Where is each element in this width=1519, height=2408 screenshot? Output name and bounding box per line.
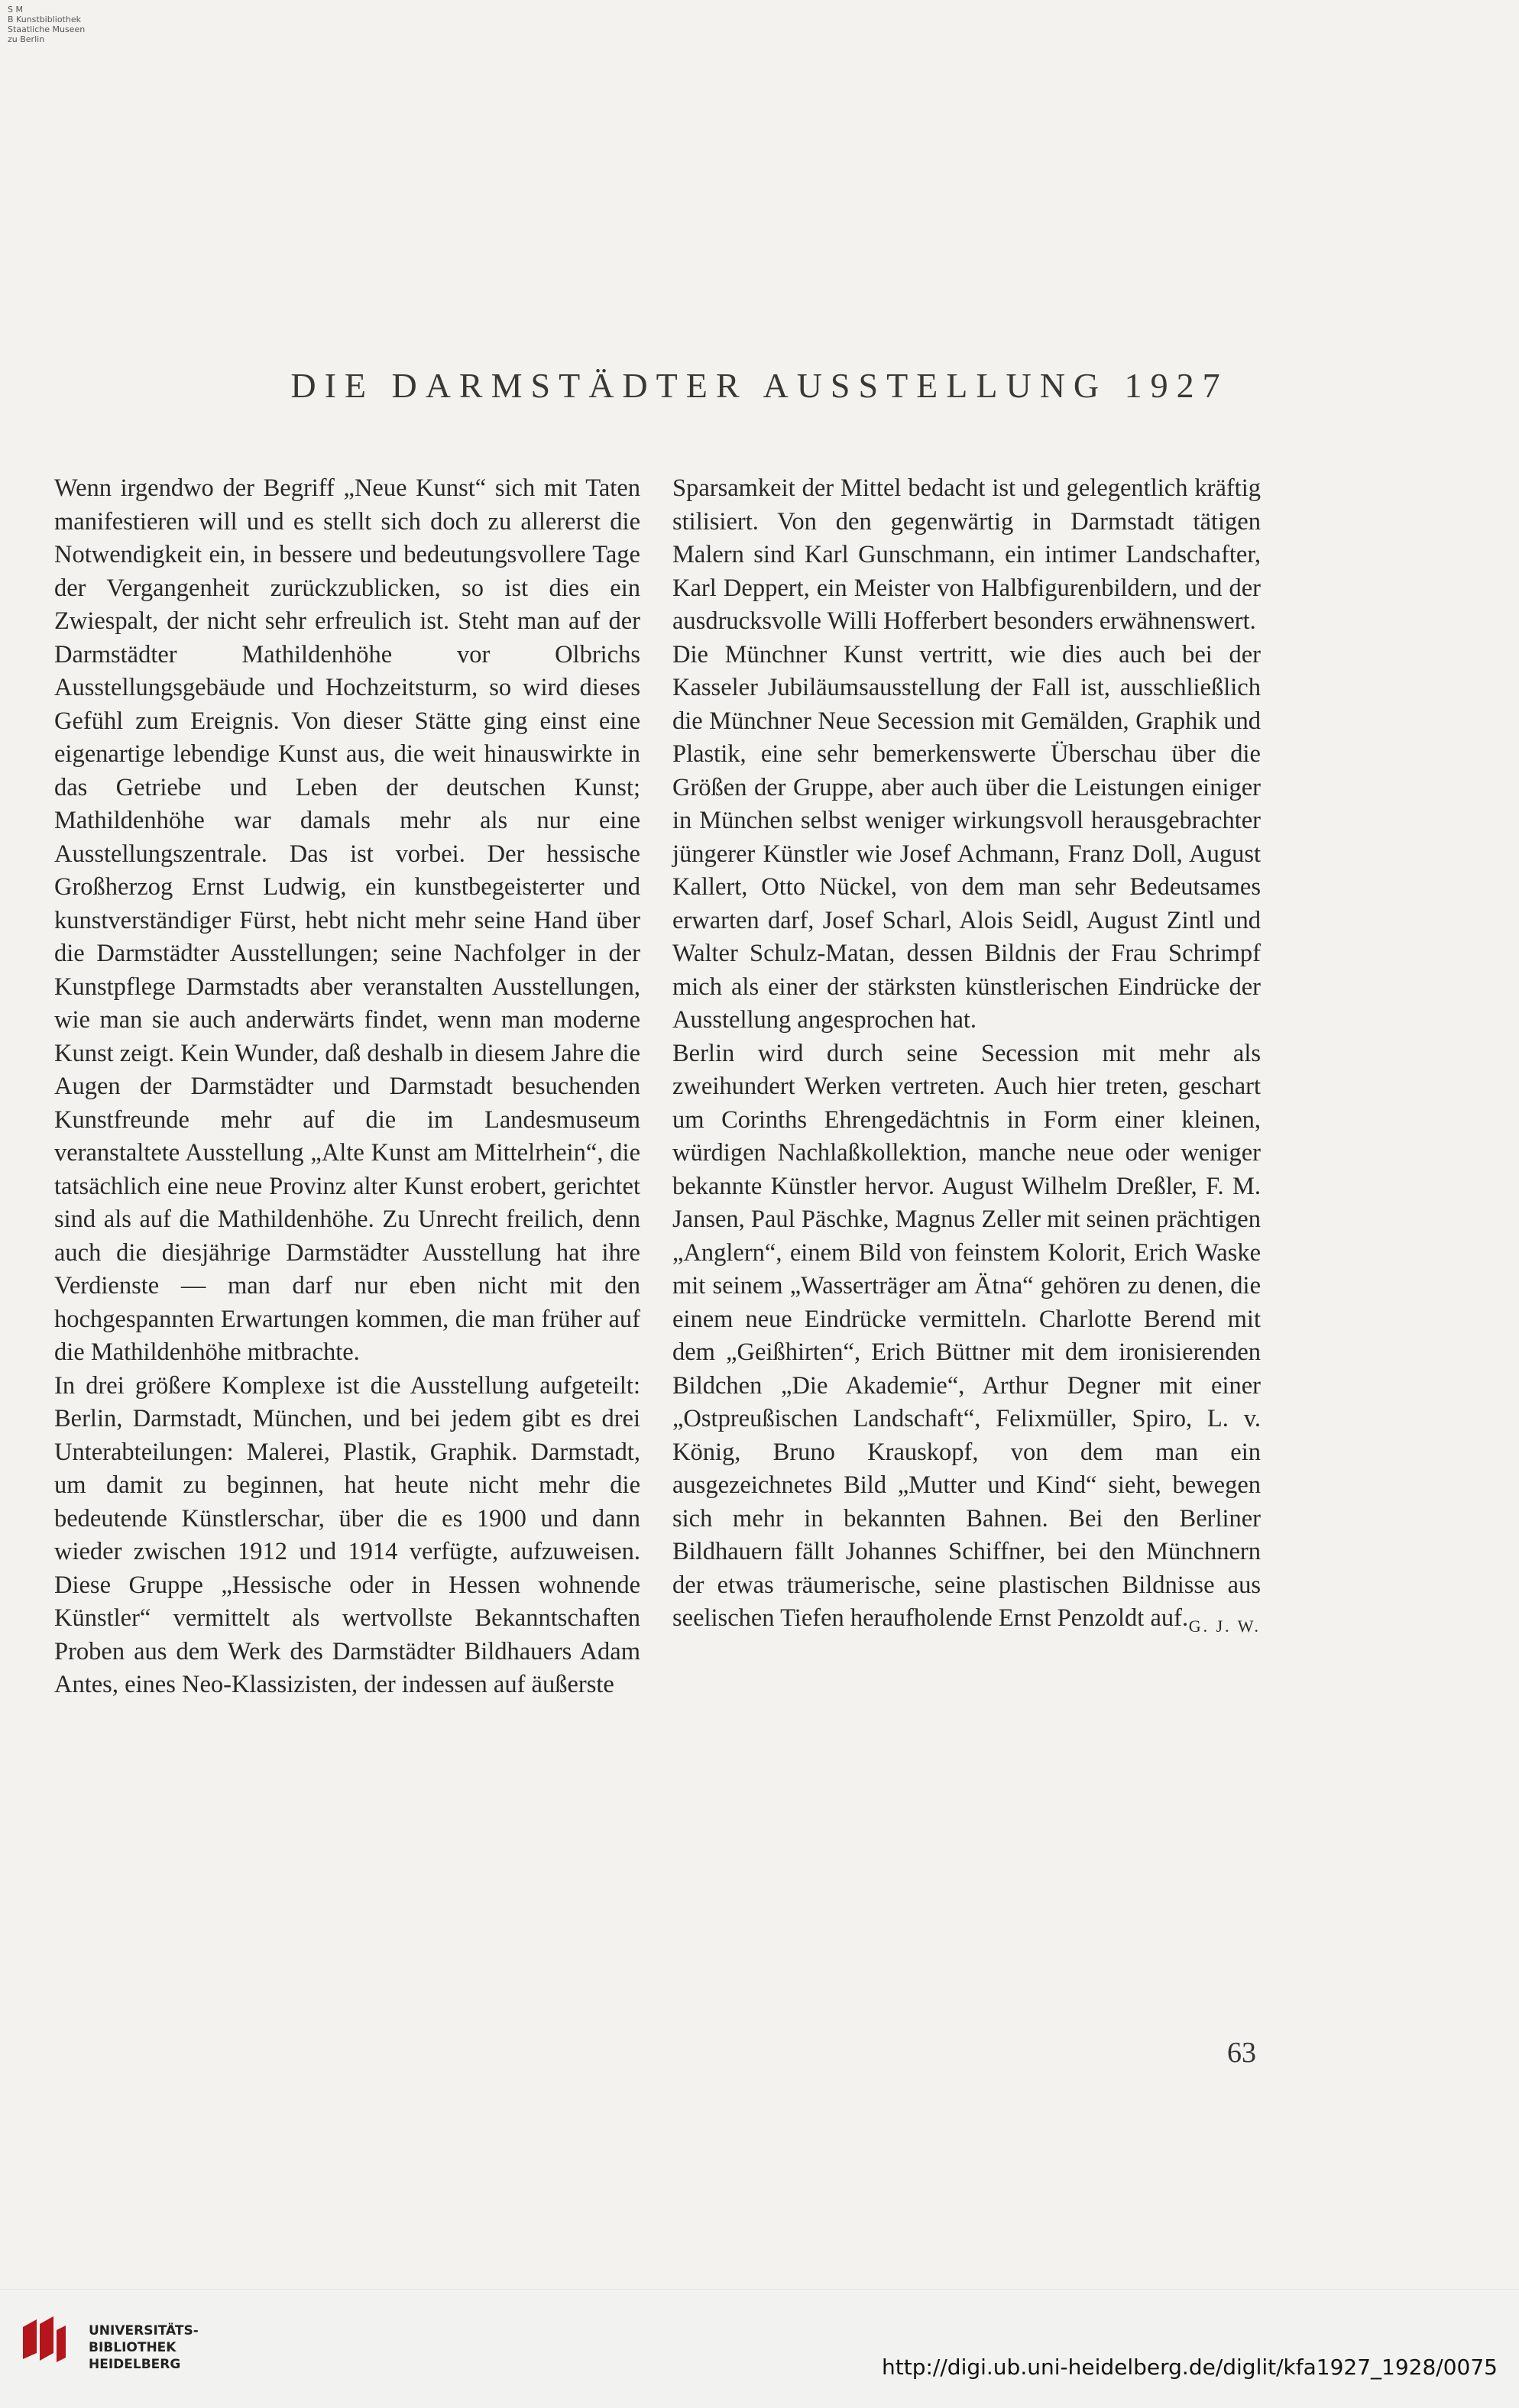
permalink-url[interactable]: http://digi.ub.uni-heidelberg.de/diglit/kfa1927_1928/0075: [882, 2355, 1498, 2380]
paragraph: Wenn irgendwo der Begriff „Neue Kunst“ sich mit Taten manifestieren will und es stellt sich doch zu allererst die Notwendigkeit ein, in bessere und bedeutungsvollere Tage der Vergangenheit zurückzublicken, so ist dies ein Zwiespalt, der nicht sehr erfreulich ist. Steht man auf der Darmstädter Mathildenhöhe vor Olbrichs Ausstellungsgebäude und Hochzeitsturm, so wird dieses Gefühl zum Ereignis. Von dieser Stätte ging einst eine eigenartige lebendige Kunst aus, die weit hinauswirkte in das Getriebe und Leben der deutschen Kunst; Mathildenhöhe war damals mehr als nur eine Ausstellungszentrale. Das ist vorbei. Der hessische Großherzog Ernst Ludwig, ein kunstbegeisterter und kunstverständiger Fürst, hebt nicht mehr seine Hand über die Darmstädter Ausstellungen; seine Nachfolger in der Kunstpflege Darmstadts aber veranstalten Ausstellungen, wie man sie auch anderwärts findet, wenn man moderne Kunst zeigt. Kein Wunder, daß deshalb in diesem Jahre die Augen der Darmstädter und Darmstadt besuchenden Kunstfreunde mehr auf die im Landesmuseum veranstaltete Ausstellung „Alte Kunst am Mittelrhein“, die tatsächlich eine neue Provinz alter Kunst erobert, gerichtet sind als auf die Mathildenhöhe. Zu Unrecht freilich, denn auch die diesjährige Darmstädter Ausstellung hat ihre Verdienste — man darf nur eben nicht mit den hochgespannten Erwartungen kommen, die man früher auf die Mathildenhöhe mitbrachte.: [54, 474, 640, 1366]
library-stamp: [8, 5, 85, 44]
stamp-line: Staatliche Museen: [8, 24, 86, 34]
page-number: 63: [1227, 2037, 1256, 2069]
paragraph: Die Münchner Kunst vertritt, wie dies auch bei der Kasseler Jubiläumsausstellung der Fall ist, ausschließlich die Münchner Neue Secession mit Gemälden, Graphik und Plastik, eine sehr bemerkenswerte Überschau über die Größen der Gruppe, aber auch über die Leistungen einiger in München selbst weniger wirkungsvoll herausgebrachter jüngerer Künstler wie Josef Achmann, Franz Doll, August Kallert, Otto Nückel, von dem man sehr Bedeutsames erwarten darf, Josef Scharl, Alois Seidl, August Zintl und Walter Schulz-Matan, dessen Bildnis der Frau Schrimpf mich als einer der stärksten künstlerischen Eindrücke der Ausstellung angesprochen hat.: [672, 640, 1261, 1034]
library-name-line: HEIDELBERG: [89, 2357, 181, 2372]
right-column: [672, 472, 1261, 1643]
stamp-line: zu Berlin: [8, 34, 45, 44]
left-column: [54, 472, 640, 1702]
author-signature: G. J. W.: [1188, 1617, 1261, 1636]
library-name-line: BIBLIOTHEK: [89, 2340, 177, 2355]
viewer-footer: [0, 2289, 1519, 2408]
paragraph: In drei größere Komplexe ist die Ausstellung aufgeteilt: Berlin, Darmstadt, München, und bei jedem gibt es drei Unterabteilungen: Malerei, Plastik, Graphik. Darmstadt, um damit zu beginnen, hat heute nicht mehr die bedeutende Künstlerschar, über die es 1900 und dann wieder zwischen 1912 und 1914 verfügte, aufzuweisen. Diese Gruppe „Hessische oder in Hessen wohnende Künstler“ vermittelt als wertvollste Bekanntschaften Proben aus dem Werk des Darmstädter Bildhauers Adam Antes, eines Neo-Klassizisten, der indessen auf äußerste: [54, 1371, 640, 1698]
library-name-line: UNIVERSITÄTS-: [89, 2323, 199, 2338]
stamp-line: B Kunstbibliothek: [8, 15, 81, 24]
university-library-logo-icon: [17, 2313, 70, 2367]
paragraph-text: Berlin wird durch seine Secession mit mehr als zweihundert Werken vertreten. Auch hier treten, geschart um Corinths Ehrengedächtnis in Form einer kleinen, würdigen Nachlaßkollektion, manche neue oder weniger bekannte Künstler hervor. August Wilhelm Dreßler, F. M. Jansen, Paul Päschke, Magnus Zeller mit seinen prächtigen „Anglern“, einem Bild von feinstem Kolorit, Erich Waske mit seinem „Wasserträger am Ätna“ gehören zu denen, die einem neue Eindrücke vermitteln. Charlotte Berend mit dem „Geißhirten“, Erich Büttner mit dem ironisierenden Bildchen „Die Akademie“, Arthur Degner mit einer „Ostpreußischen Landschaft“, Felixmüller, Spiro, L. v. König, Bruno Krauskopf, von dem man ein ausgezeichnetes Bild „Mutter und Kind“ sieht, bewegen sich mehr in bekannten Bahnen. Bei den Berliner Bildhauern fällt Johannes Schiffner, bei den Münchnern der etwas träumerische, seine plastischen Bildnisse aus seelischen Tiefen heraufholende Ernst Penzoldt auf.: [672, 1039, 1261, 1632]
article-title: DIE DARMSTÄDTER AUSSTELLUNG 1927: [290, 366, 1229, 405]
stamp-line: S M: [8, 5, 23, 15]
paragraph: Sparsamkeit der Mittel bedacht ist und gelegentlich kräftig stilisiert. Von den gegenwärtig in Darmstadt tätigen Malern sind Karl Gunschmann, ein intimer Landschafter, Karl Deppert, ein Meister von Halbfigurenbildern, und der ausdrucksvolle Willi Hofferbert besonders erwähnenswert.: [672, 474, 1261, 635]
library-name: [89, 2322, 199, 2373]
paragraph: [672, 1037, 1261, 1636]
